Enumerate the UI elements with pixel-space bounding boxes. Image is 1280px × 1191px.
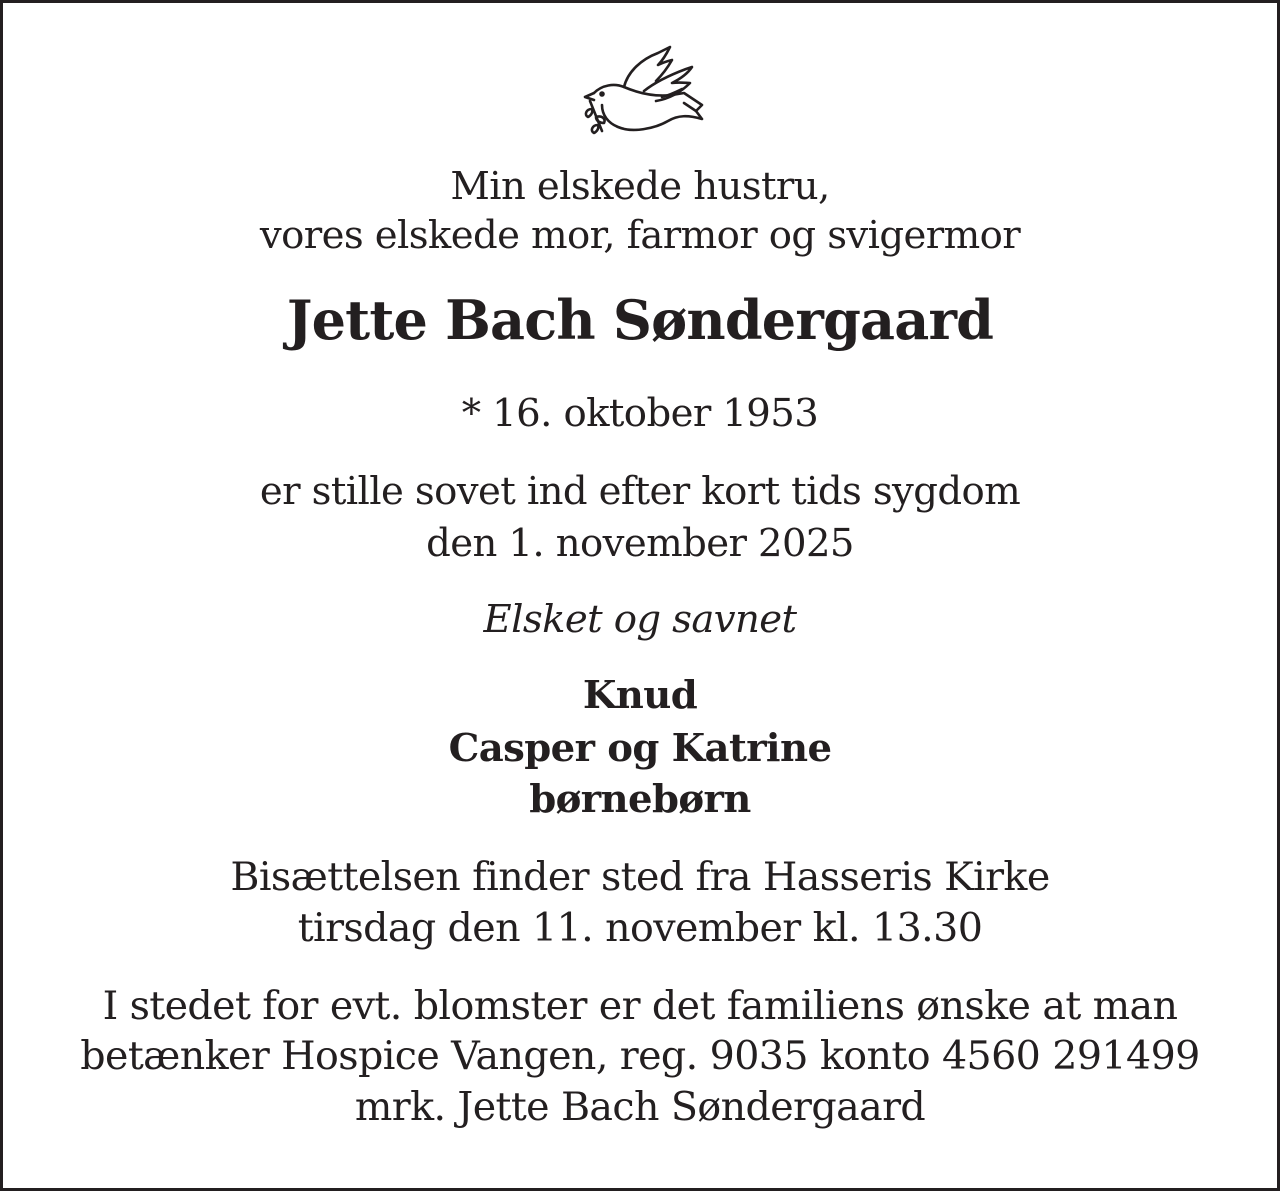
donation-line-2: betænker Hospice Vangen, reg. 9035 konto 4560 291499 xyxy=(80,1033,1200,1079)
funeral-line-1: Bisættelsen finder sted fra Hasseris Kirke xyxy=(230,854,1050,900)
death-line-2: den 1. november 2025 xyxy=(426,521,854,566)
intro-line-1: Min elskede hustru, xyxy=(450,164,830,209)
sentiment: Elsket og savnet xyxy=(483,597,797,642)
intro-line-2: vores elskede mor, farmor og svigermor xyxy=(259,213,1021,258)
dove-icon xyxy=(580,45,706,137)
funeral-line-2: tirsdag den 11. november kl. 13.30 xyxy=(297,905,983,951)
signatory-2: Casper og Katrine xyxy=(448,726,832,771)
signatory-1: Knud xyxy=(582,673,698,718)
deceased-name: Jette Bach Søndergaard xyxy=(286,288,994,352)
death-line-1: er stille sovet ind efter kort tids sygdom xyxy=(259,469,1021,514)
donation-line-3: mrk. Jette Bach Søndergaard xyxy=(354,1084,926,1130)
birth-date: * 16. oktober 1953 xyxy=(461,391,819,436)
donation-line-1: I stedet for evt. blomster er det familiens ønske at man xyxy=(102,983,1178,1029)
signatory-3: børnebørn xyxy=(529,777,751,822)
